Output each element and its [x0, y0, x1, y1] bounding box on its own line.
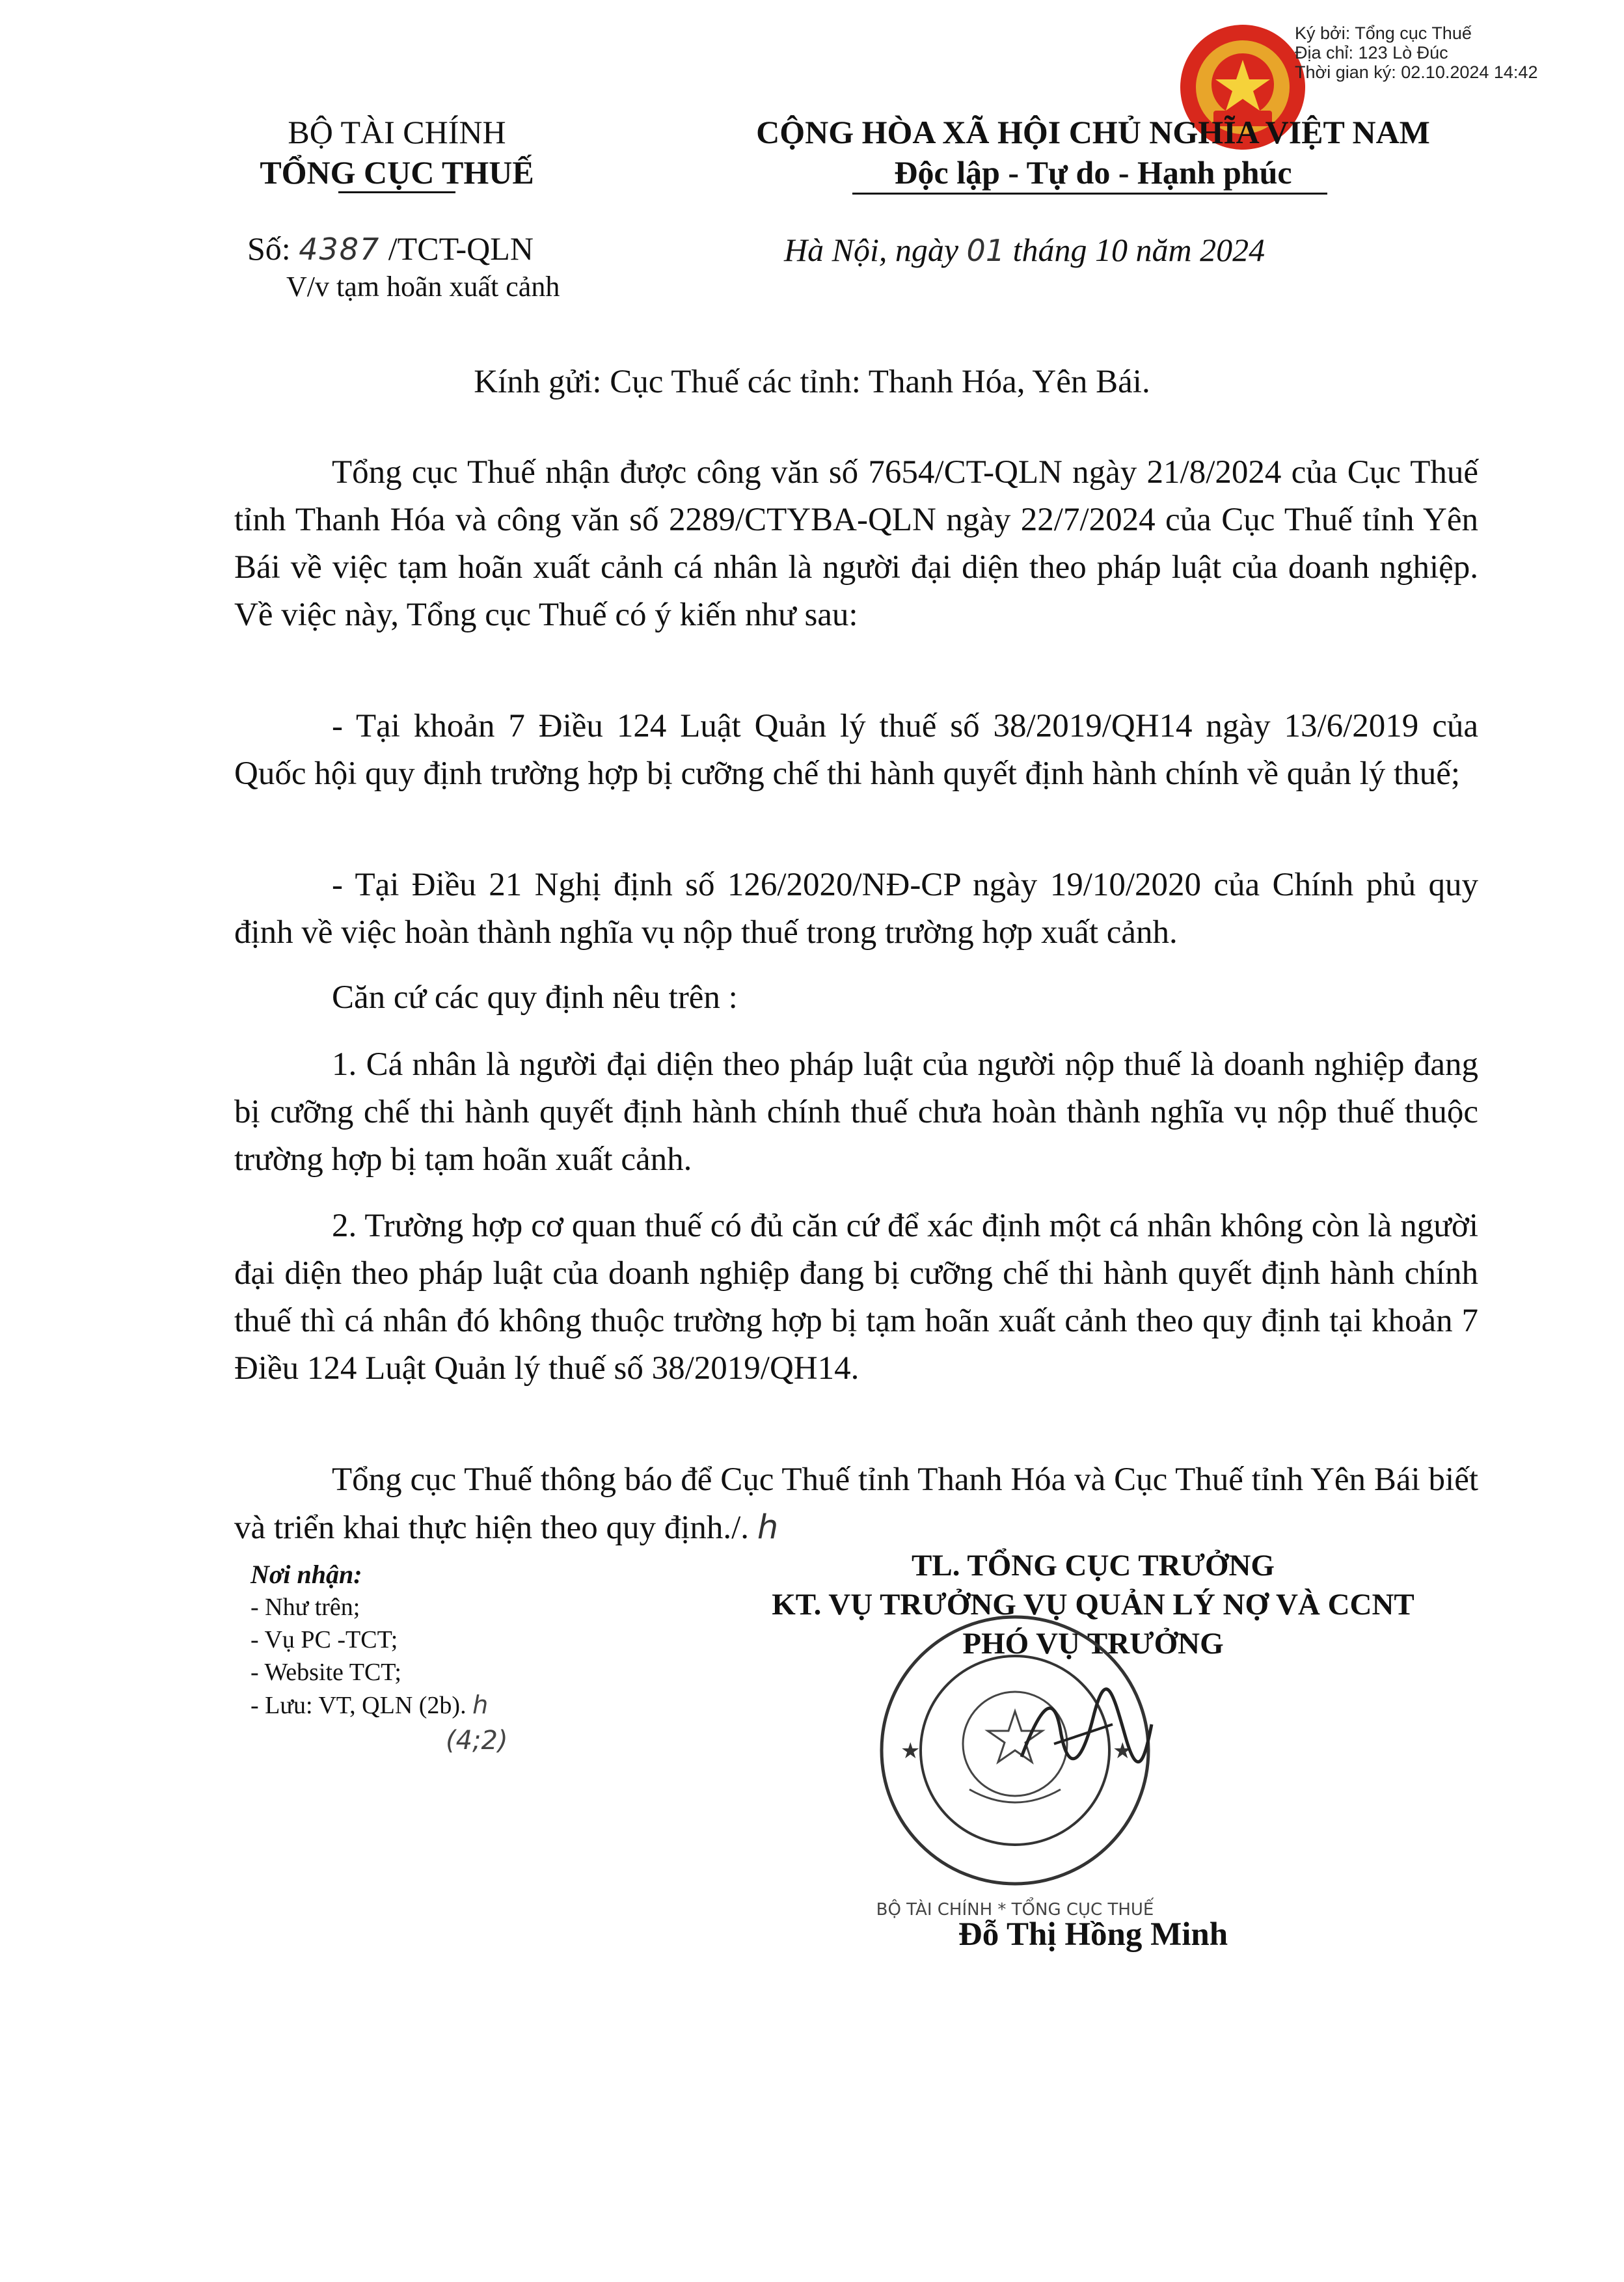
recipients-title: Nơi nhận:	[250, 1560, 362, 1589]
recipient-item: - Website TCT;	[250, 1659, 401, 1686]
handwritten-note: (4;2)	[446, 1726, 508, 1756]
signature-line-3: PHÓ VỤ TRƯỞNG	[962, 1627, 1224, 1661]
place-date: Hà Nội, ngày 01 tháng 10 năm 2024	[784, 232, 1265, 268]
national-motto: Độc lập - Tự do - Hạnh phúc	[894, 154, 1292, 191]
issuing-organization	[215, 112, 579, 193]
signature-line-2: KT. VỤ TRƯỞNG VỤ QUẢN LÝ NỢ VÀ CCNT	[772, 1588, 1414, 1622]
handwritten-day: 01	[966, 233, 1005, 268]
country-name: CỘNG HÒA XÃ HỘI CHỦ NGHĨA VIỆT NAM	[756, 114, 1430, 150]
digital-signature-info	[1295, 23, 1537, 82]
body-paragraph-4: Căn cứ các quy định nêu trên :	[332, 979, 738, 1016]
body-paragraph-1: Tổng cục Thuế nhận được công văn số 7654/CT-QLN ngày 21/8/2024 của Cục Thuế tỉnh Thanh Hóa và công văn số 2289/CTYBA-QLN ngày 22/7/2024 của Cục Thuế tỉnh Yên Bái về việc tạm hoãn xuất cảnh cá nhân là người đại diện theo pháp luật của doanh nghiệp. Về việc này, Tổng cục Thuế có ý kiến như sau:	[234, 454, 1478, 633]
body-paragraph-5: 1. Cá nhân là người đại diện theo pháp luật của người nộp thuế là doanh nghiệp đang bị cưỡng chế thi hành quyết định hành chính thuế chưa hoàn thành nghĩa vụ nộp thuế thuộc trường hợp bị tạm hoãn xuất cảnh.	[234, 1046, 1478, 1178]
recipient-item: - Vụ PC -TCT;	[250, 1626, 398, 1653]
signature-line-1: TL. TỔNG CỤC TRƯỞNG	[912, 1549, 1275, 1582]
body-paragraph-6: 2. Trường hợp cơ quan thuế có đủ căn cứ để xác định một cá nhân không còn là người đại diện theo pháp luật của doanh nghiệp đang bị cưỡng chế thi hành quyết định hành chính thuế thì cá nhân đó không thuộc trường hợp bị tạm hoãn xuất cảnh theo quy định tại khoản 7 Điều 124 Luật Quản lý thuế số 38/2019/QH14.	[234, 1208, 1478, 1387]
handwritten-initials: h	[472, 1691, 489, 1719]
signer-name: Đỗ Thị Hồng Minh	[958, 1916, 1228, 1953]
body-paragraph-7: Tổng cục Thuế thông báo để Cục Thuế tỉnh Thanh Hóa và Cục Thuế tỉnh Yên Bái biết và triển khai thực hiện theo quy định./. h	[234, 1461, 1478, 1547]
svg-text:★: ★	[900, 1738, 921, 1764]
reference-block	[247, 229, 560, 305]
handwritten-signature	[1015, 1679, 1158, 1783]
ministry-name: BỘ TÀI CHÍNH	[288, 114, 506, 150]
signing-time: Thời gian ký: 02.10.2024 14:42	[1295, 62, 1538, 82]
body-paragraph-2: - Tại khoản 7 Điều 124 Luật Quản lý thuế số 38/2019/QH14 ngày 13/6/2019 của Quốc hội quy định trường hợp bị cưỡng chế thi hành quyết định hành chính về quản lý thuế;	[234, 708, 1478, 792]
recipients-list	[250, 1558, 508, 1757]
document-number: Số: 4387 /TCT-QLN	[247, 230, 534, 267]
stamp-text: BỘ TÀI CHÍNH * TỔNG CỤC THUẾ	[876, 1900, 1154, 1920]
recipient-line: Kính gửi: Cục Thuế các tỉnh: Thanh Hóa, Yên Bái.	[474, 364, 1150, 400]
document-subject: V/v tạm hoãn xuất cảnh	[286, 271, 560, 303]
recipient-item: - Như trên;	[250, 1594, 360, 1621]
department-name: TỔNG CỤC THUẾ	[260, 154, 534, 191]
motto-underline	[852, 193, 1327, 195]
department-underline	[338, 191, 455, 193]
handwritten-number: 4387	[299, 232, 381, 267]
national-header	[703, 112, 1483, 193]
svg-text:★: ★	[1113, 1738, 1133, 1764]
recipient-item: - Lưu: VT, QLN (2b). h	[250, 1691, 489, 1719]
handwritten-tick: h	[757, 1508, 779, 1547]
body-paragraph-3: - Tại Điều 21 Nghị định số 126/2020/NĐ-CP ngày 19/10/2020 của Chính phủ quy định về việc hoàn thành nghĩa vụ nộp thuế trong trường hợp xuất cảnh.	[234, 867, 1478, 951]
signed-by: Ký bởi: Tổng cục Thuế	[1295, 23, 1472, 43]
signer-address: Địa chỉ: 123 Lò Đúc	[1295, 43, 1448, 62]
